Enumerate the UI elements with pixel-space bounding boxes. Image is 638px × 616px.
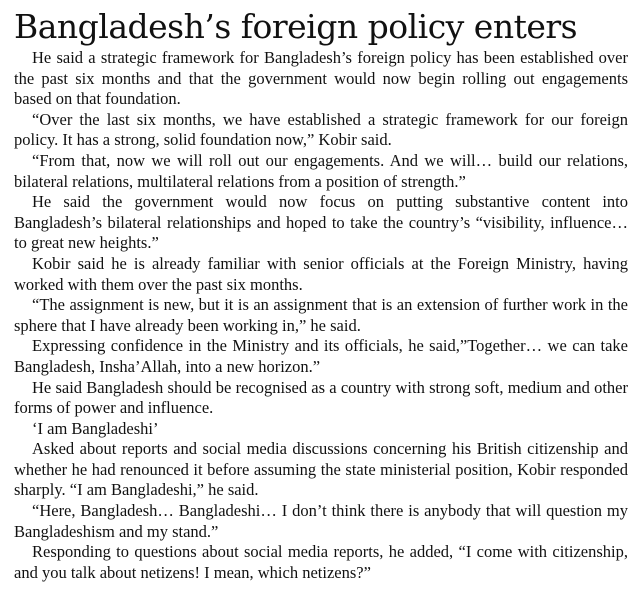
article-paragraph: Responding to questions about social media reports, he added, “I come with citizenship, and you talk about netizens! I mean, which netizens?”: [14, 542, 628, 582]
article-paragraph: He said the government would now focus on putting substantive content into Bangladesh’s bilateral relationships and hoped to take the country’s “visibility, influence… to great new heights.”: [14, 192, 628, 253]
article-paragraph: Expressing confidence in the Ministry and its officials, he said,”Together… we can take Bangladesh, Insha’Allah, into a new horizon.”: [14, 336, 628, 376]
article-subheading: ‘I am Bangladeshi’: [32, 418, 159, 438]
article-headline: Bangladesh’s foreign policy enters: [14, 7, 578, 46]
article-paragraph: He said Bangladesh should be recognised as a country with strong soft, medium and other forms of power and influence.: [14, 377, 628, 418]
article-paragraph: “Here, Bangladesh… Bangladeshi… I don’t think there is anybody that will question my Bangladeshism and my stand.”: [14, 501, 628, 541]
article-paragraph: He said a strategic framework for Bangladesh’s foreign policy has been established over the past six months and that the government would now begin rolling out engagements based on that foundation.: [14, 48, 628, 109]
article-paragraph: Asked about reports and social media discussions concerning his British citizenship and whether he had renounced it before assuming the state ministerial position, Kobir responded sharply. “I am Bangladeshi,” he said.: [14, 439, 628, 500]
article-paragraph: “The assignment is new, but it is an assignment that is an extension of further work in the sphere that I have already been working in,” he said.: [14, 295, 628, 335]
article-paragraph: “From that, now we will roll out our engagements. And we will… build our relations, bilateral relations, multilateral relations from a position of strength.”: [14, 150, 628, 191]
article-paragraph: “Over the last six months, we have established a strategic framework for our foreign policy. It has a strong, solid foundation now,” Kobir said.: [14, 109, 628, 150]
article-body: [14, 48, 628, 583]
article-paragraph: Kobir said he is already familiar with senior officials at the Foreign Ministry, having worked with them over the past six months.: [14, 253, 628, 294]
